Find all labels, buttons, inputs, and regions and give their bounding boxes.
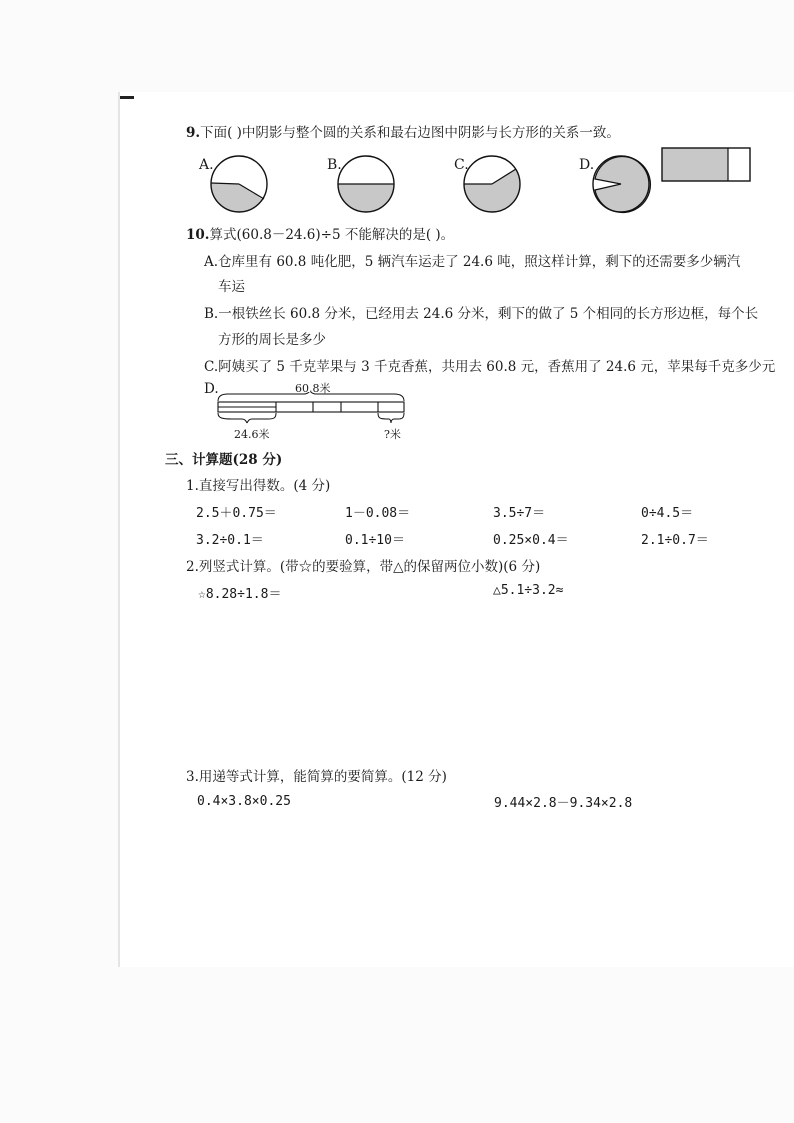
circle-shaded-bottom-half-icon	[337, 155, 397, 215]
q10-option-a	[204, 250, 740, 270]
stepwise-calc-2: 9.44×2.8－9.34×2.8	[494, 796, 633, 811]
vertical-calc-2: △5.1÷3.2≈	[493, 583, 564, 598]
q10-option-b-line2: 方形的周长是多少	[218, 332, 326, 348]
q10-option-a-line2: 车运	[218, 279, 245, 295]
question-9-number: 9.	[186, 125, 201, 141]
circle-shaded-most-with-notch-icon	[592, 155, 652, 215]
oral-calc-7: 0.25×0.4＝	[493, 533, 569, 548]
section-3-title: 三、计算题(28 分)	[165, 452, 283, 468]
s3-q1-title: 1.直接写出得数。(4 分)	[186, 478, 331, 494]
segment-unknown-label: ?米	[384, 428, 401, 441]
q10-option-b-line1: 一根铁丝长 60.8 分米，已经用去 24.6 分米，剩下的做了 5 个相同的长方形边框，每个长	[218, 306, 759, 322]
question-10-number: 10.	[186, 227, 210, 243]
vertical-calc-1: ☆8.28÷1.8＝	[198, 587, 282, 602]
circle-shaded-large-portion-icon	[463, 155, 523, 215]
question-9-text: 下面( )中阴影与整个圆的关系和最右边图中阴影与长方形的关系一致。	[200, 125, 620, 141]
rectangle-shaded-three-quarters-icon	[661, 147, 753, 183]
oral-calc-4: 0÷4.5＝	[641, 506, 694, 521]
q10-option-d-label: D.	[204, 381, 219, 397]
oral-calc-2: 1－0.08＝	[345, 506, 411, 521]
oral-calc-8: 2.1÷0.7＝	[641, 533, 709, 548]
oral-calc-5: 3.2÷0.1＝	[196, 533, 264, 548]
q9-option-c-label: C.	[454, 157, 469, 173]
q10-option-c	[204, 355, 775, 375]
q10-option-b	[204, 302, 758, 322]
question-10-text: 算式(60.8－24.6)÷5 不能解决的是( )。	[209, 227, 455, 243]
stepwise-calc-1: 0.4×3.8×0.25	[197, 794, 291, 809]
question-10	[186, 223, 454, 243]
segment-total-label: 60.8米	[295, 382, 331, 395]
oral-calc-6: 0.1÷10＝	[345, 533, 405, 548]
question-9	[186, 121, 620, 141]
oral-calc-3: 3.5÷7＝	[493, 506, 546, 521]
line-segment-diagram	[214, 392, 410, 428]
s3-q2-title: 2.列竖式计算。(带☆的要验算，带△的保留两位小数)(6 分)	[186, 559, 541, 575]
q10-option-c-label: C.	[204, 359, 219, 375]
q9-option-d-label: D.	[579, 157, 595, 173]
oral-calc-1: 2.5＋0.75＝	[196, 506, 277, 521]
page-corner-mark	[120, 96, 134, 99]
circle-shaded-bottom-third-icon	[210, 155, 270, 215]
q9-option-b-label: B.	[327, 157, 342, 173]
q10-option-a-line1: 仓库里有 60.8 吨化肥，5 辆汽车运走了 24.6 吨，照这样计算，剩下的还需要多少辆汽	[218, 254, 741, 270]
segment-used-label: 24.6米	[234, 428, 270, 441]
q10-option-b-label: B.	[204, 306, 219, 322]
q9-option-a-label: A.	[199, 157, 214, 173]
s3-q3-title: 3.用递等式计算，能简算的要简算。(12 分)	[186, 769, 447, 785]
q10-option-a-label: A.	[204, 254, 219, 270]
q10-option-c-line1: 阿姨买了 5 千克苹果与 3 千克香蕉，共用去 60.8 元，香蕉用了 24.6 元，苹果每千克多少元	[218, 359, 776, 375]
